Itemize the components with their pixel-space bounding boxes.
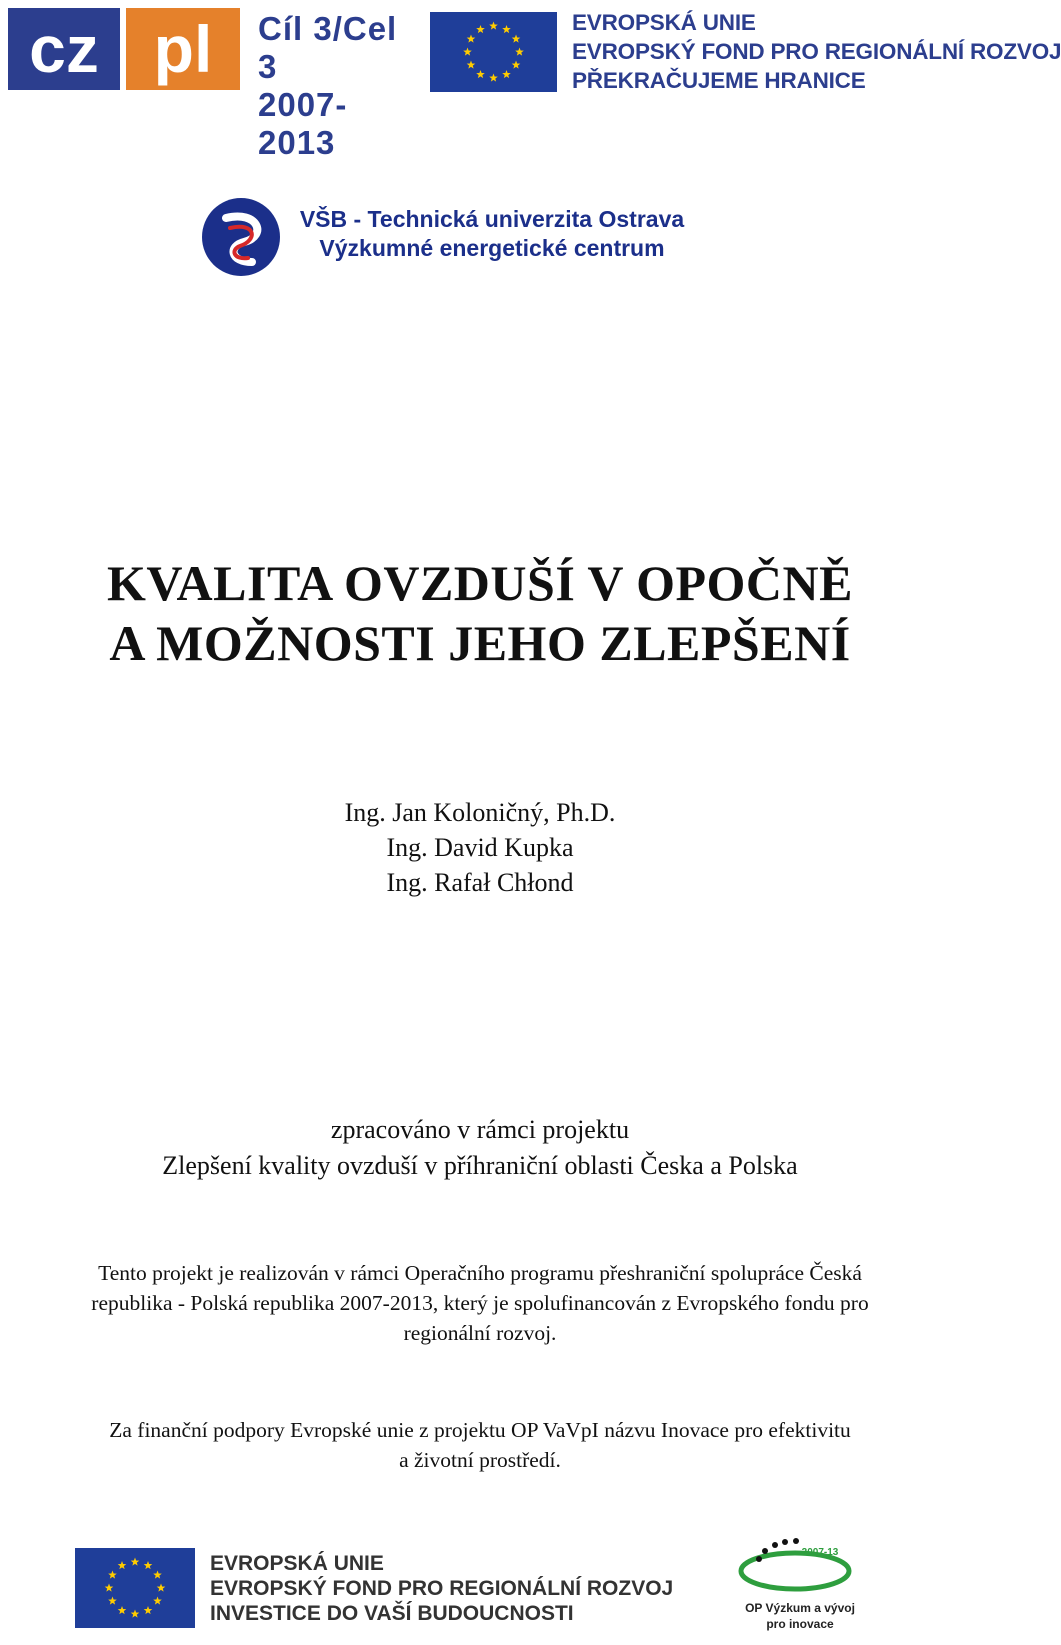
- support-paragraph: [0, 1415, 960, 1475]
- opvav-line1: OP Výzkum a vývoj: [745, 1601, 855, 1615]
- eu-top-line2: EVROPSKÝ FOND PRO REGIONÁLNÍ ROZVOJ: [572, 39, 1061, 64]
- czpl-logo-pl: pl: [153, 12, 213, 86]
- program-line2: 2007-2013: [258, 86, 348, 161]
- title-line2: A MOŽNOSTI JEHO ZLEPŠENÍ: [109, 615, 851, 671]
- funding-paragraph: [0, 1258, 960, 1348]
- authors-list: [0, 795, 960, 900]
- support-line2: a životní prostředí.: [399, 1448, 561, 1472]
- project-name: Zlepšení kvality ovzduší v příhraniční oblasti Česka a Polska: [162, 1151, 798, 1180]
- eu-flag-icon: [75, 1548, 195, 1628]
- document-title: [0, 553, 960, 673]
- title-line1: KVALITA OVZDUŠÍ V OPOČNĚ: [107, 555, 853, 611]
- czpl-logo-cz: cz: [29, 12, 99, 86]
- support-line1: Za finanční podpory Evropské unie z projektu OP VaVpI názvu Inovace pro efektivitu: [109, 1418, 851, 1442]
- author: Ing. Rafał Chłond: [386, 868, 574, 897]
- opvav-years: 2007-13: [801, 1547, 839, 1558]
- eu-flag-icon: [430, 12, 557, 92]
- institution-department: Výzkumné energetické centrum: [319, 235, 665, 261]
- institution-block: [292, 205, 692, 263]
- eu-bottom-line2: EVROPSKÝ FOND PRO REGIONÁLNÍ ROZVOJ: [210, 1577, 674, 1600]
- eu-bottom-line3: INVESTICE DO VAŠÍ BUDOUCNOSTI: [210, 1602, 574, 1625]
- eu-fund-text-bottom: [210, 1551, 673, 1626]
- funding-line2: republika - Polská republika 2007-2013, který je spolufinancován z Evropského fondu pro: [91, 1291, 869, 1315]
- funding-line3: regionální rozvoj.: [403, 1321, 557, 1345]
- eu-top-line3: PŘEKRAČUJEME HRANICE: [572, 68, 866, 93]
- eu-fund-text-top: [572, 8, 1061, 95]
- program-label: [258, 10, 410, 161]
- project-info: [0, 1112, 960, 1184]
- opvav-logo-icon: [735, 1537, 855, 1600]
- opvav-line2: pro inovace: [766, 1617, 834, 1631]
- funding-line1: Tento projekt je realizován v rámci Operačního programu přeshraniční spolupráce Česká: [98, 1261, 862, 1285]
- author: Ing. Jan Koloničný, Ph.D.: [344, 798, 616, 827]
- eu-bottom-line1: EVROPSKÁ UNIE: [210, 1552, 384, 1575]
- author: Ing. David Kupka: [386, 833, 574, 862]
- eu-top-line1: EVROPSKÁ UNIE: [572, 10, 756, 35]
- opvav-label: [735, 1600, 865, 1632]
- project-intro: zpracováno v rámci projektu: [330, 1115, 630, 1144]
- institution-name: VŠB - Technická univerzita Ostrava: [299, 206, 685, 232]
- czpl-logo: [8, 8, 240, 90]
- program-line1: Cíl 3/Cel 3: [258, 10, 398, 85]
- vsb-logo-icon: [200, 196, 282, 278]
